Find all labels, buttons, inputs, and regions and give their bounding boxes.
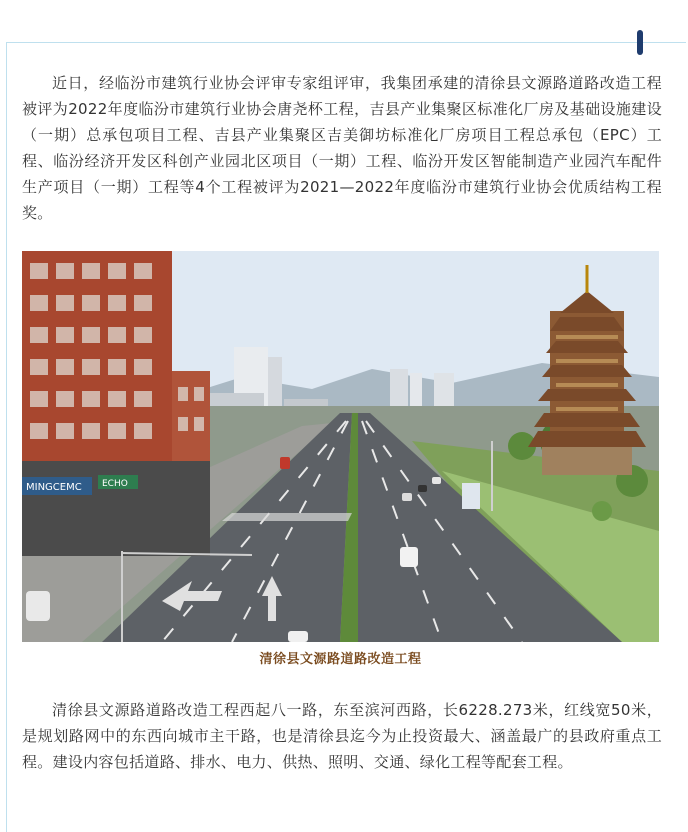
article-paragraph-intro: 近日，经临汾市建筑行业协会评审专家组评审，我集团承建的清徐县文源路道路改造工程被评为2022年度临汾市建筑行业协会唐尧杯工程，吉县产业集聚区标准化厂房及基础设施建设（一期）总承包项目工程、吉县产业集聚区吉美御坊标准化厂房项目工程总承包（EPC）工程、临汾经济开发区科创产业园北区项目（一期）工程、临汾开发区智能制造产业园汽车配件生产项目（一期）工程等4个工程被评为2021—2022年度临汾市建筑行业协会优质结构工程奖。 <box>22 74 662 222</box>
photo-sign-mingcemc: MINGCEMC <box>26 482 82 493</box>
photo-sign-echo: ECHO <box>102 479 128 489</box>
article-paragraph-project: 清徐县文源路道路改造工程西起八一路，东至滨河西路，长6228.273米，红线宽50米，是规划路网中的东西向城市主干路，也是清徐县迄今为止投资最大、涵盖最广的县政府重点工程。建设内容包括道路、排水、电力、供热、照明、交通、绿化工程等配套工程。 <box>22 701 662 771</box>
road-photo <box>22 251 659 642</box>
photo-caption: 清徐县文源路道路改造工程 <box>259 652 422 667</box>
photo-car <box>400 547 418 567</box>
section-marker <box>637 30 643 55</box>
